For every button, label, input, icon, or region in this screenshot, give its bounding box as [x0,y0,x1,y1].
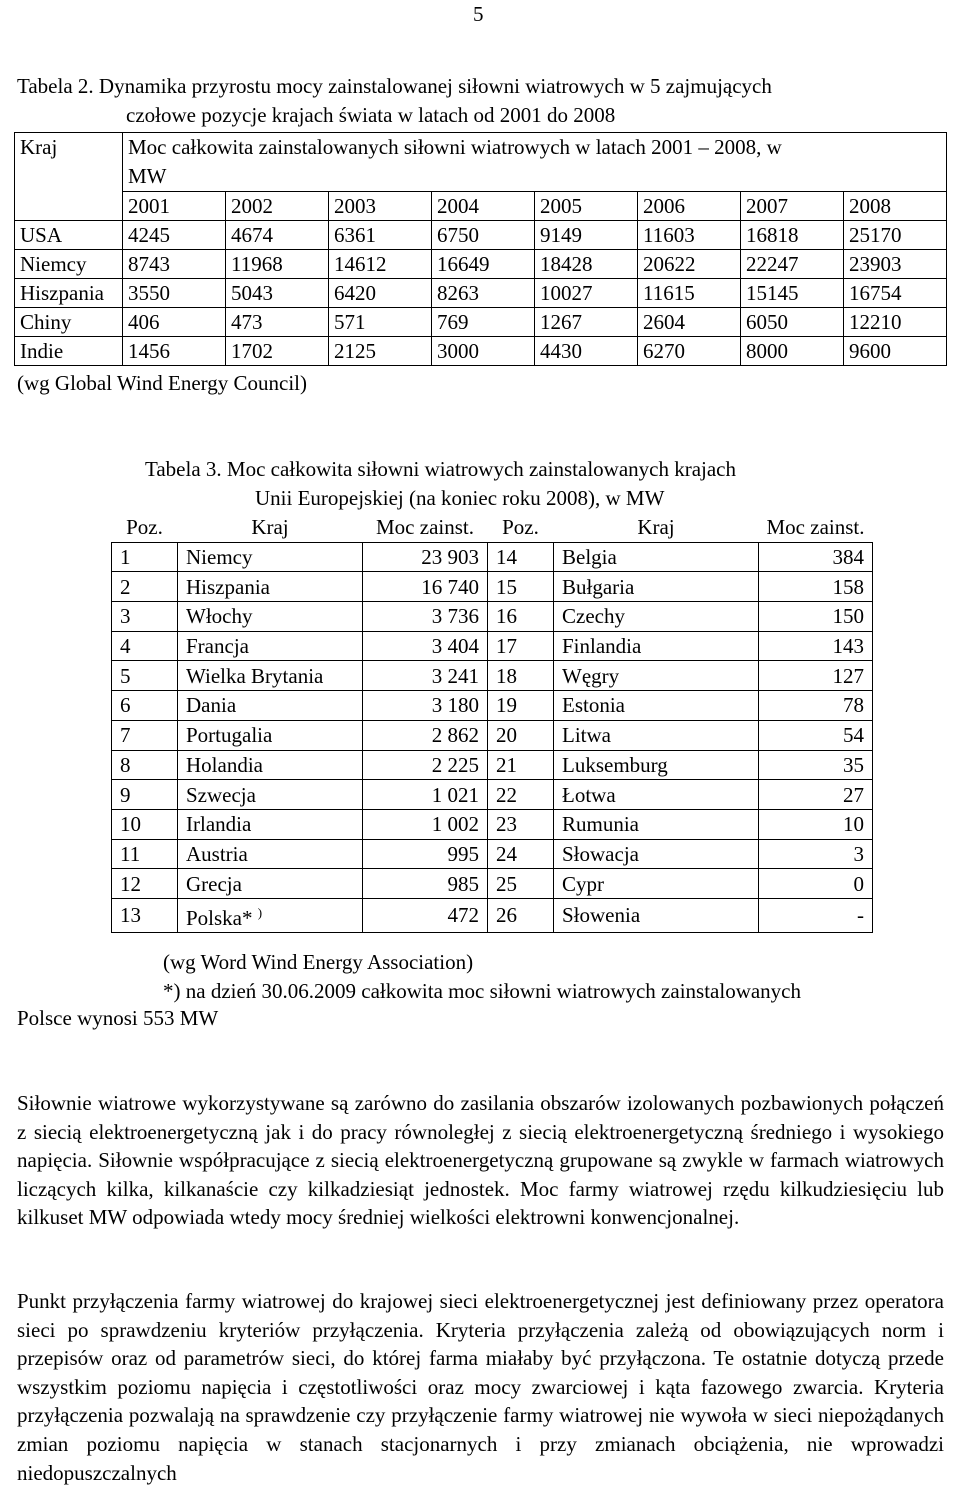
table2-value-cell: 473 [226,308,329,337]
paragraph-1: Siłownie wiatrowe wykorzystywane są zarówno do zasilania obszarów izolowanych pozbawionych połączeń z siecią elektroenergetyczną jak i do pracy równoległej z siecią elektroenergetyczną średniego i wysokiego napięcia. Siłownie współpracujące z siecią elektroenergetyczną grupowane są zwykle w farmach wiatrowych liczących kilka, kilkanaście czy kilkadziesiąt jednostek. Moc farmy wiatrowej rzędu kilkudziesięciu lub kilkuset MW odpowiada wtedy mocy średniej wielkości elektrowni konwencjonalnej. [17,1091,944,1230]
table3-cell-text: 19 [496,693,517,718]
table2-value-cell: 406 [123,308,226,337]
table3-position-cell [112,602,178,632]
table3-country-cell [178,780,363,810]
table3-cell-text: 472 [447,903,479,928]
table2-value-cell: 1456 [123,337,226,366]
table2-value-cell: 3000 [432,337,535,366]
table2-year-header: 2001 [123,192,226,221]
table2-value-cell: 23903 [844,250,947,279]
table3-cell-text: 3 [853,841,864,866]
table2-value-cell: 4430 [535,337,638,366]
table3-position-cell [112,631,178,661]
table2 [14,132,947,366]
table3-capacity-cell [759,750,873,780]
table3-cell-text: 2 862 [431,723,479,748]
table2-country-cell: Niemcy [15,250,123,279]
table3-country-cell [178,809,363,839]
table3-capacity-cell [759,809,873,839]
table2-col-country: Kraj [15,133,123,221]
table3-row [112,661,873,691]
table3-country-cell [554,898,759,932]
table3-source: (wg Word Wind Energy Association) [163,950,474,974]
table3-cell-text: Austria [186,841,248,866]
table3-cell-text: 7 [120,723,131,748]
table3-capacity-cell [363,720,488,750]
table3-header-cell: Poz. [112,513,178,542]
table2-value-cell: 571 [329,308,432,337]
table2-year-header: 2004 [432,192,535,221]
table3-row [112,839,873,869]
table2-value-cell: 8743 [123,250,226,279]
table2-row [15,279,947,308]
table2-value-cell: 6050 [741,308,844,337]
table3-cell-text: 23 903 [421,545,479,570]
table2-value-cell: 2604 [638,308,741,337]
table3-cell-text: Portugalia [186,723,273,748]
table3-cell-text: Szwecja [186,782,256,807]
table3-cell-text: 25 [496,871,517,896]
table3-cell-text: 3 180 [431,693,479,718]
table3-position-cell [112,869,178,899]
table2-value-cell: 11603 [638,221,741,250]
table3-position-cell [112,720,178,750]
table3-country-cell [554,750,759,780]
table3-capacity-cell [363,780,488,810]
table3-cell-text: 54 [842,723,864,748]
table2-value-cell: 1702 [226,337,329,366]
table3-cell-text: 13 [120,903,141,928]
table3-country-cell [178,720,363,750]
table3-position-cell [488,898,554,932]
table3-cell-text: 22 [496,782,517,807]
table2-value-cell: 8000 [741,337,844,366]
table3-cell-text: 27 [842,782,864,807]
table3-cell-text: Irlandia [186,812,252,837]
table3-cell-text: Rumunia [562,812,639,837]
table3-header-cell: Poz. [488,513,554,542]
table3-cell-text: 1 [120,545,131,570]
table2-value-cell: 6361 [329,221,432,250]
table2-source: (wg Global Wind Energy Council) [17,371,308,395]
table3-cell-text: Hiszpania [186,574,270,599]
table2-value-cell: 8263 [432,279,535,308]
table3-position-cell [488,720,554,750]
table3-cell-text: Estonia [562,693,625,718]
table3-note-line2: Polsce wynosi 553 MW [17,1006,219,1030]
table3-cell-text: 3 404 [431,634,479,659]
table3-header-cell: Moc zainst. [363,513,488,542]
table3-cell-text: 10 [120,812,141,837]
table3-cell-text: 11 [120,841,141,866]
table3-cell-text: 35 [842,752,864,777]
table3-row [112,631,873,661]
table2-value-cell: 16754 [844,279,947,308]
table2-caption-line1: Tabela 2. Dynamika przyrostu mocy zainstalowanej siłowni wiatrowych w 5 zajmujących [17,74,772,98]
table3-row [112,780,873,810]
table3-row [112,809,873,839]
table2-row [15,250,947,279]
table2-value-cell: 16818 [741,221,844,250]
table2-value-cell: 2125 [329,337,432,366]
table3-position-cell [488,750,554,780]
table3-capacity-cell [759,661,873,691]
table3-cell-text: 143 [832,634,864,659]
table3-position-cell [112,809,178,839]
table3-cell-text: Łotwa [562,782,616,807]
table3-cell-text: Słowacja [562,841,639,866]
table3-cell-text: Polska* [186,905,253,930]
table3-cell-text: 21 [496,752,517,777]
table3-capacity-cell [363,602,488,632]
table2-value-cell: 6270 [638,337,741,366]
table3-cell-text: 3 736 [431,604,479,629]
table3-position-cell [488,631,554,661]
table3-country-cell [178,898,363,932]
table2-country-cell: Chiny [15,308,123,337]
table3-cell-text: Wielka Brytania [186,663,324,688]
table3-cell-text: 15 [496,574,517,599]
table3-row [112,869,873,899]
table3-cell-text: Finlandia [562,634,642,659]
table3-country-cell [178,869,363,899]
table2-col-group-line2: MW [128,164,167,188]
table2-value-cell: 22247 [741,250,844,279]
table3-country-cell [554,602,759,632]
table3-country-cell [178,542,363,572]
table2-year-header: 2006 [638,192,741,221]
table3-cell-text: Francja [186,634,249,659]
table3-country-cell [554,572,759,602]
table3-capacity-cell [363,898,488,932]
table3-capacity-cell [363,542,488,572]
table2-value-cell: 6420 [329,279,432,308]
table3-country-cell [554,661,759,691]
table3-position-cell [488,691,554,721]
table3-footnote-marker: ) [257,904,263,920]
table3-capacity-cell [363,809,488,839]
table3-capacity-cell [363,572,488,602]
table2-value-cell: 18428 [535,250,638,279]
table3-capacity-cell [363,869,488,899]
table3-country-cell [178,691,363,721]
table3-row [112,720,873,750]
table3-position-cell [112,661,178,691]
table3-cell-text: Grecja [186,871,242,896]
table3-cell-text: 16 [496,604,517,629]
table2-value-cell: 769 [432,308,535,337]
table3-capacity-cell [759,780,873,810]
table3-position-cell [488,572,554,602]
table3-row [112,542,873,572]
table3-capacity-cell [363,661,488,691]
table3-cell-text: 4 [120,634,131,659]
table3-position-cell [488,869,554,899]
table3-position-cell [488,780,554,810]
table2-value-cell: 4674 [226,221,329,250]
table3-cell-text: Czechy [562,604,625,629]
table3-header-cell: Moc zainst. [759,513,873,542]
table3-cell-text: 2 225 [431,752,479,777]
table2-value-cell: 20622 [638,250,741,279]
table2-year-header: 2008 [844,192,947,221]
table3-position-cell [112,542,178,572]
table3-position-cell [488,602,554,632]
table3-position-cell [488,661,554,691]
table2-year-header: 2003 [329,192,432,221]
table3-note-line1: *) na dzień 30.06.2009 całkowita moc siłowni wiatrowych zainstalowanych [163,979,801,1003]
table3-capacity-cell [363,631,488,661]
page-number: 5 [473,2,484,26]
table3-cell-text: 127 [832,663,864,688]
table2-year-header: 2002 [226,192,329,221]
table2-country-cell: USA [15,221,123,250]
table3-position-cell [488,542,554,572]
table3-caption-line1: Tabela 3. Moc całkowita siłowni wiatrowych zainstalowanych krajach [145,457,736,481]
table3-cell-text: 78 [842,693,864,718]
table3-capacity-cell [759,602,873,632]
table3-country-cell [178,839,363,869]
table3-country-cell [178,631,363,661]
table3-capacity-cell [759,631,873,661]
table3-cell-text: Cypr [562,871,604,896]
table2-value-cell: 3550 [123,279,226,308]
table3-country-cell [554,869,759,899]
table3-cell-text: 995 [447,841,479,866]
table3-capacity-cell [759,572,873,602]
table3-cell-text: 24 [496,841,517,866]
table2-value-cell: 5043 [226,279,329,308]
table3-header-cell: Kraj [554,513,759,542]
table3-country-cell [554,542,759,572]
paragraph-2: Punkt przyłączenia farmy wiatrowej do krajowej sieci elektroenergetycznej jest definiowany przez operatora sieci po sprawdzeniu kryteriów przyłączenia. Kryteria przyłączenia zależą od obowiązujących norm i przepisów oraz od parametrów sieci, do której farma miałaby być przyłączona. Te ostatnie dotyczą przede wszystkim poziomu napięcia i częstotliwości oraz mocy zwarciowej i kąta fazowego zwarcia. Kryteria przyłączenia pozwalają na sprawdzenie czy przyłączenie farmy wiatrowej nie wywoła w sieci niepożądanych zmian poziomu napięcia w stanach stacjonarnych i przy zmianach obciążenia, nie wprowadzi niedopuszczalnych [17,1289,944,1485]
table3-cell-text: Belgia [562,545,617,570]
table3-position-cell [112,572,178,602]
table3-row [112,898,873,932]
table3-position-cell [112,780,178,810]
table3-country-cell [554,780,759,810]
table3-country-cell [178,602,363,632]
table3-notes [163,948,801,1006]
table3 [111,513,873,933]
table3-header-cell: Kraj [178,513,363,542]
table3-position-cell [112,898,178,932]
table3-row [112,750,873,780]
table3-cell-text: Włochy [186,604,253,629]
table3-cell-text: 2 [120,574,131,599]
table2-value-cell: 16649 [432,250,535,279]
table3-cell-text: 1 021 [431,782,479,807]
table3-cell-text: 158 [832,574,864,599]
table3-cell-text: Niemcy [186,545,253,570]
table2-value-cell: 6750 [432,221,535,250]
table2-year-header: 2005 [535,192,638,221]
table3-capacity-cell [759,542,873,572]
table2-value-cell: 25170 [844,221,947,250]
table3-cell-text: Holandia [186,752,263,777]
table3-cell-text: Litwa [562,723,611,748]
table3-country-cell [554,631,759,661]
table3-country-cell [554,809,759,839]
table3-cell-text: Węgry [562,663,620,688]
table3-cell-text: Dania [186,693,237,718]
table3-cell-text: 12 [120,871,141,896]
table3-cell-text: 3 241 [431,663,479,688]
table3-capacity-cell [759,898,873,932]
table2-value-cell: 11615 [638,279,741,308]
table3-cell-text: - [856,903,864,928]
table3-cell-text: 8 [120,752,131,777]
table3-capacity-cell [363,750,488,780]
table2-value-cell: 10027 [535,279,638,308]
table3-caption [145,455,845,513]
table3-position-cell [112,691,178,721]
table3-cell-text: Luksemburg [562,752,668,777]
table3-cell-text: 1 002 [431,812,479,837]
table2-value-cell: 9600 [844,337,947,366]
table3-capacity-cell [759,839,873,869]
table3-cell-text: 10 [842,812,864,837]
table3-country-cell [178,750,363,780]
table3-capacity-cell [363,839,488,869]
table3-cell-text: 0 [853,871,864,896]
table3-country-cell [554,839,759,869]
table3-capacity-cell [363,691,488,721]
table3-country-cell [178,572,363,602]
table3-cell-text: 384 [832,545,864,570]
table2-value-cell: 12210 [844,308,947,337]
table3-header-row [112,513,873,542]
table3-cell-text: 23 [496,812,517,837]
table3-cell-text: 150 [832,604,864,629]
table3-country-cell [554,691,759,721]
table2-country-cell: Indie [15,337,123,366]
table2-country-cell: Hiszpania [15,279,123,308]
table2-value-cell: 9149 [535,221,638,250]
table3-caption-line2: Unii Europejskiej (na koniec roku 2008), w MW [255,486,665,510]
table2-value-cell: 1267 [535,308,638,337]
table2-value-cell: 11968 [226,250,329,279]
table3-capacity-cell [759,691,873,721]
table3-position-cell [488,809,554,839]
table3-cell-text: 9 [120,782,131,807]
table2-row [15,308,947,337]
table3-position-cell [112,839,178,869]
table3-capacity-cell [759,720,873,750]
table3-cell-text: 26 [496,903,517,928]
table3-cell-text: 18 [496,663,517,688]
table2-row [15,221,947,250]
table2-row [15,337,947,366]
table3-position-cell [488,839,554,869]
table3-country-cell [554,720,759,750]
table2-col-group-line1: Moc całkowita zainstalowanych siłowni wiatrowych w latach 2001 – 2008, w [128,135,782,159]
table3-cell-text: Bułgaria [562,574,635,599]
table3-cell-text: Słowenia [562,903,641,928]
table3-cell-text: 14 [496,545,517,570]
table3-cell-text: 3 [120,604,131,629]
table3-cell-text: 985 [447,871,479,896]
table3-position-cell [112,750,178,780]
table2-value-cell: 15145 [741,279,844,308]
table3-row [112,602,873,632]
table3-cell-text: 16 740 [421,574,479,599]
table3-country-cell [178,661,363,691]
table3-capacity-cell [759,869,873,899]
table2-value-cell: 4245 [123,221,226,250]
table3-cell-text: 6 [120,693,131,718]
table2-col-group [123,133,947,192]
table3-row [112,572,873,602]
table3-cell-text: 20 [496,723,517,748]
table2-caption [17,72,937,130]
table2-year-header: 2007 [741,192,844,221]
table2-caption-line2: czołowe pozycje krajach świata w latach od 2001 do 2008 [126,103,616,127]
table2-value-cell: 14612 [329,250,432,279]
table3-cell-text: 17 [496,634,517,659]
table3-row [112,691,873,721]
table3-cell-text: 5 [120,663,131,688]
